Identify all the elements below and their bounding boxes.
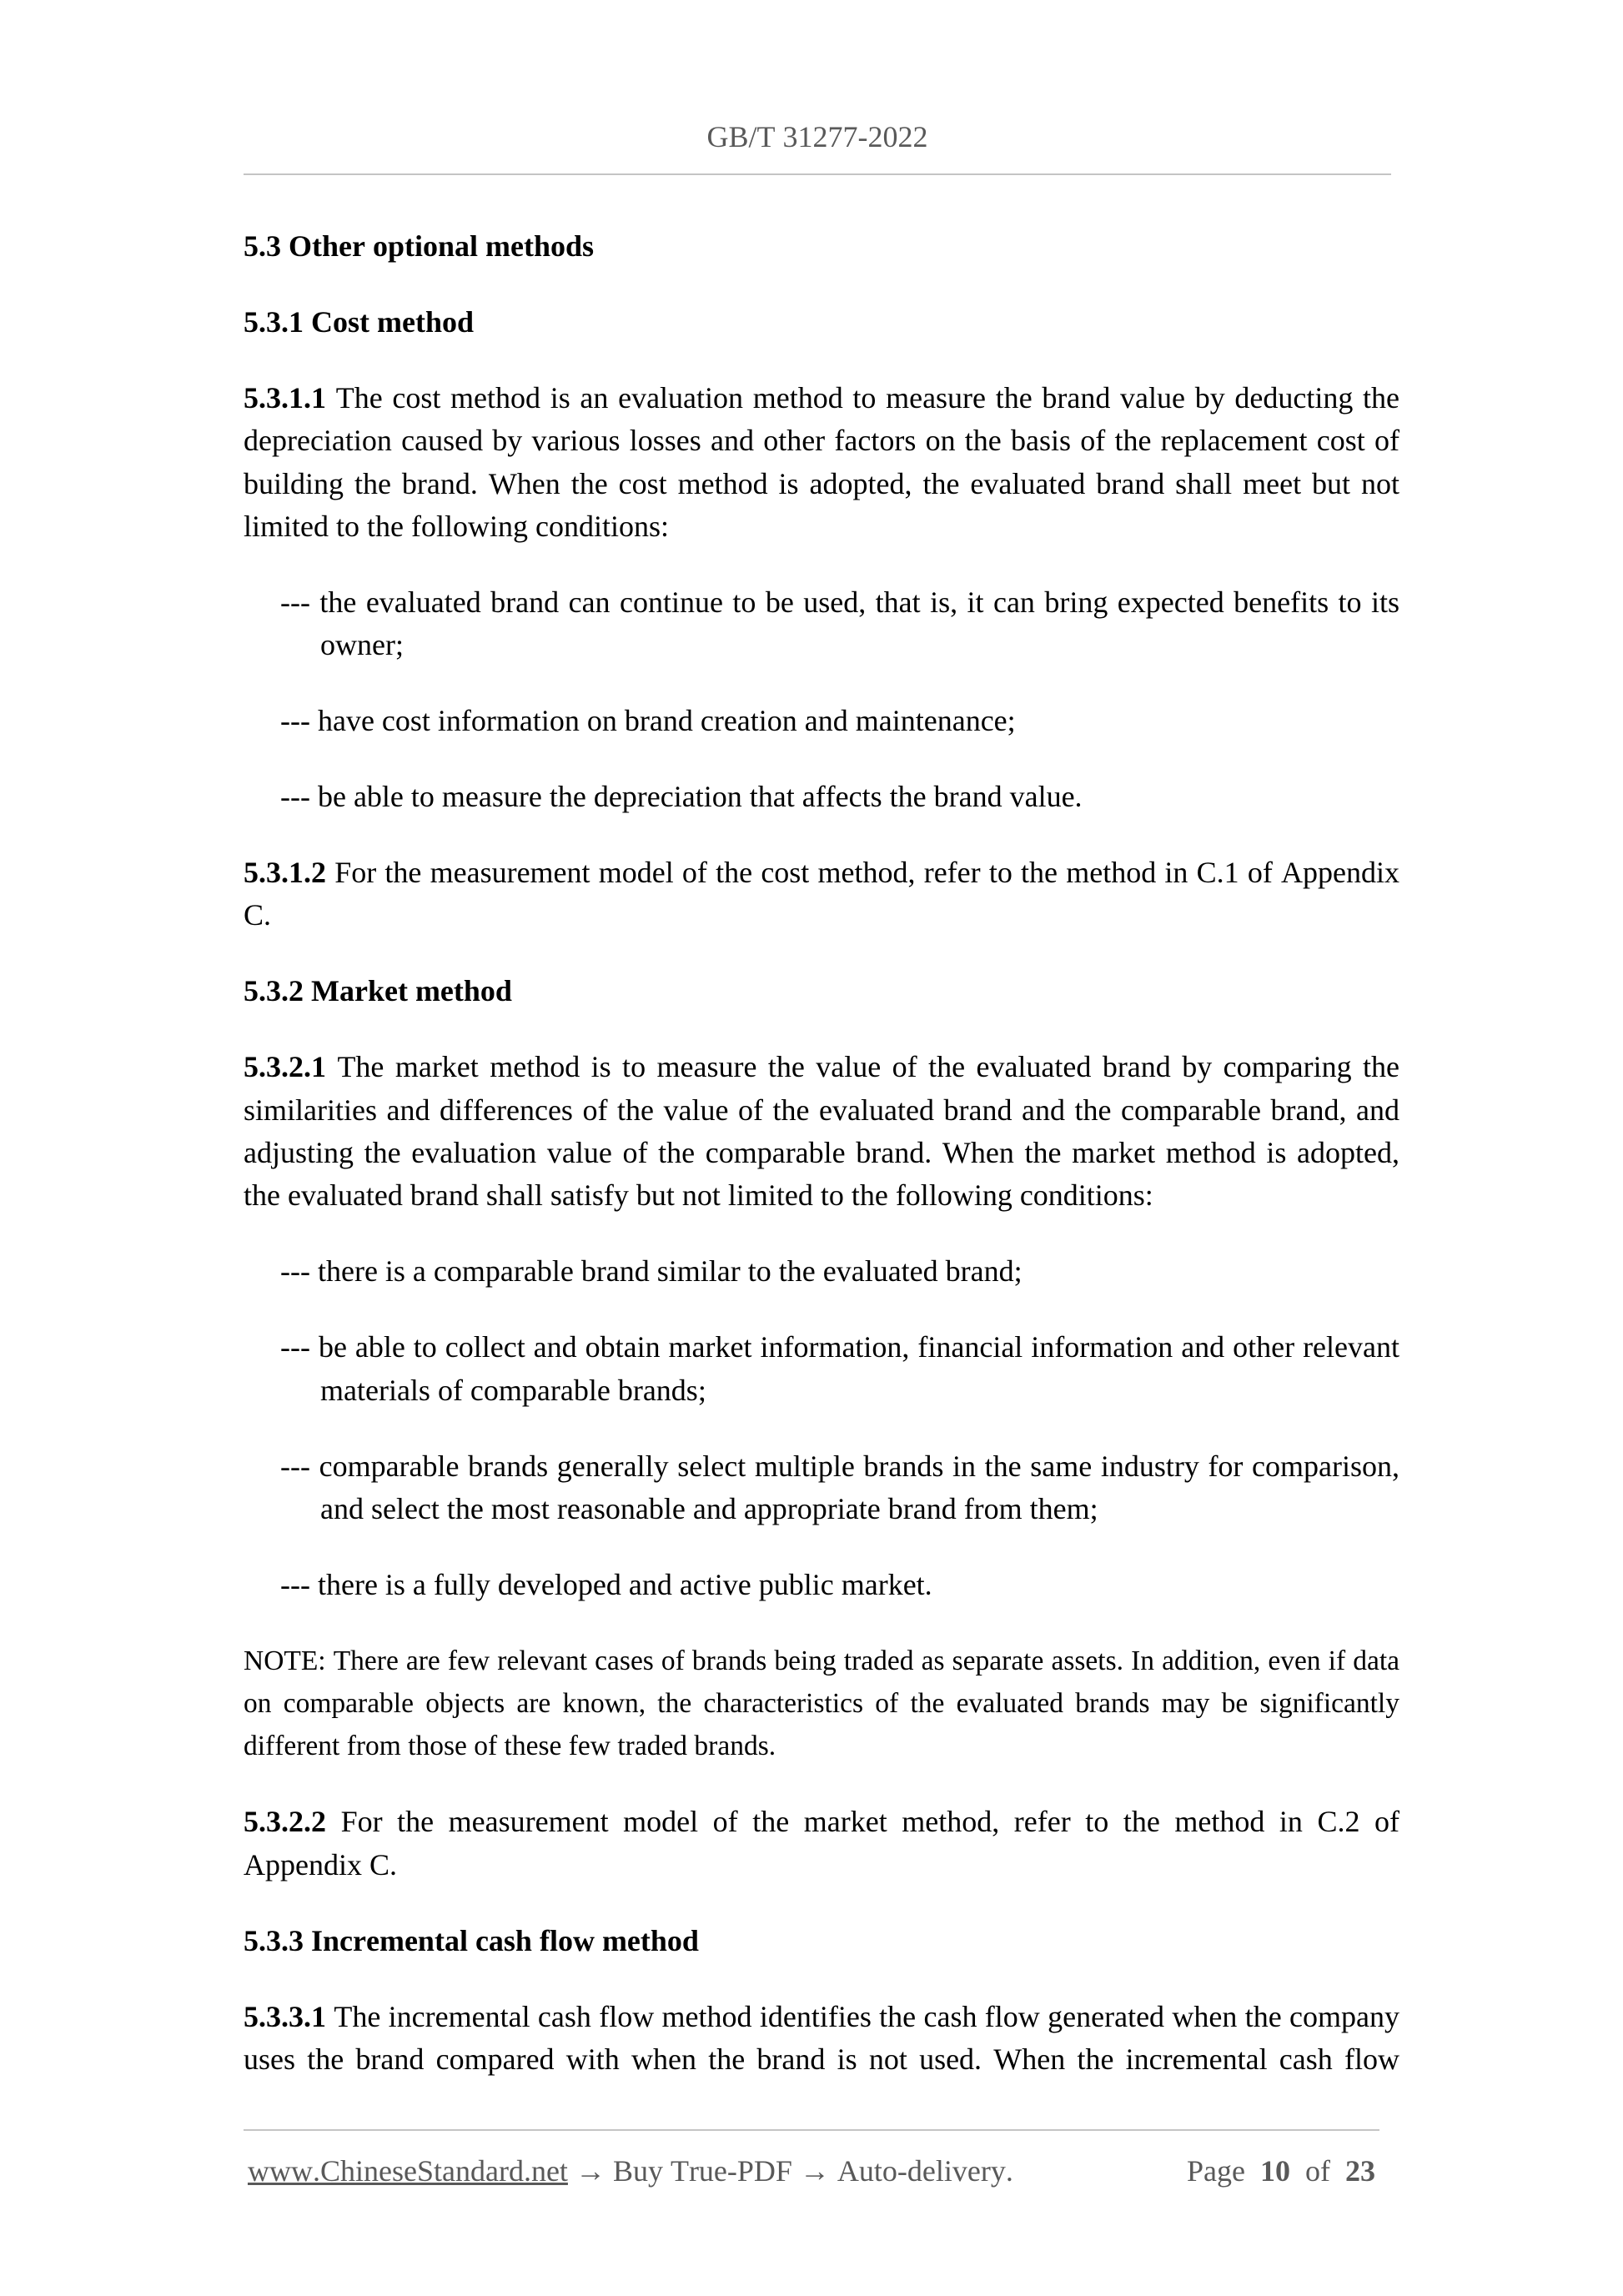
clause-text: The incremental cash flow method identifies the cash flow generated when the company uses the brand compared with when the brand is not used. When the incremental cash flow (244, 1999, 1399, 2076)
list-item (244, 1445, 1399, 1531)
section-heading-5-3-3: 5.3.3 Incremental cash flow method (244, 1923, 699, 1957)
market-method-conditions-list (244, 1250, 1399, 1606)
list-item-text: be able to collect and obtain market information, financial information and other relevant materials of comparable brands; (318, 1330, 1399, 1407)
note-paragraph: NOTE: There are few relevant cases of brands being traded as separate assets. In addition, even if data on comparable objects are known, the characteristics of the evaluated brands may be significantly different from those of these few traded brands. (244, 1645, 1399, 1762)
list-item (244, 776, 1399, 818)
list-item-text: the evaluated brand can continue to be used, that is, it can bring expected benefits to its owner; (319, 585, 1399, 662)
list-item (244, 581, 1399, 667)
cost-method-conditions-list (244, 581, 1399, 819)
page-of-label: of (1305, 2154, 1330, 2188)
clause-5-3-1-1 (244, 377, 1399, 548)
clause-text: For the measurement model of the market method, refer to the method in C.2 of Appendix C. (244, 1805, 1400, 1882)
clause-number: 5.3.2.2 (244, 1805, 326, 1839)
list-item-text: there is a fully developed and active public market. (317, 1567, 932, 1601)
clause-text: The cost method is an evaluation method to measure the brand value by deducting the depreciation caused by various losses and other factors on the basis of the replacement cost of building the brand. When the cost method is adopted, the evaluated brand shall meet but not limited to the following conditions: (244, 380, 1400, 543)
list-item-text: have cost information on brand creation and maintenance; (317, 704, 1016, 738)
clause-text: For the measurement model of the cost method, refer to the method in C.1 of Appendix C. (244, 856, 1400, 932)
current-page-number: 10 (1260, 2154, 1290, 2188)
page-header-doc-number: GB/T 31277-2022 (706, 120, 928, 153)
header-rule (244, 173, 1391, 175)
footer-promo (248, 2150, 1013, 2193)
total-pages-number: 23 (1345, 2154, 1375, 2188)
list-marker: --- (280, 1567, 310, 1601)
clause-number: 5.3.1.2 (244, 856, 326, 890)
list-item (244, 1250, 1399, 1293)
list-item-text: comparable brands generally select multiple brands in the same industry for comparison, and select the most reasonable and appropriate brand from them; (319, 1449, 1399, 1525)
list-marker: --- (280, 704, 310, 738)
list-marker: --- (280, 1330, 310, 1364)
clause-number: 5.3.1.1 (244, 380, 326, 414)
list-item-text: there is a comparable brand similar to the evaluated brand; (317, 1254, 1023, 1289)
list-item (244, 1326, 1399, 1412)
list-item (244, 1564, 1399, 1606)
page-footer (248, 2150, 1375, 2193)
clause-number: 5.3.3.1 (244, 1999, 326, 2033)
list-marker: --- (280, 1449, 310, 1483)
document-body (244, 225, 1399, 2114)
clause-5-3-2-1 (244, 1046, 1399, 1217)
section-heading-5-3: 5.3 Other optional methods (244, 229, 595, 263)
list-marker: --- (280, 1254, 310, 1289)
website-link[interactable]: www.ChineseStandard.net (248, 2154, 568, 2188)
clause-number: 5.3.2.1 (244, 1050, 326, 1084)
list-marker: --- (280, 585, 310, 619)
page-label: Page (1187, 2154, 1245, 2188)
purchase-promo-text: → Buy True-PDF → Auto-delivery. (575, 2154, 1013, 2188)
clause-text: The market method is to measure the value of the evaluated brand by comparing the similarities and differences of the value of the evaluated brand and the comparable brand, and adjusting the evaluation value of the comparable brand. When the market method is adopted, the evaluated brand shall satisfy but not limited to the following conditions: (244, 1050, 1400, 1213)
list-item (244, 700, 1399, 742)
page-indicator (1187, 2150, 1375, 2193)
clause-5-3-2-2 (244, 1801, 1399, 1887)
footer-rule (244, 2129, 1379, 2131)
list-item-text: be able to measure the depreciation that affects the brand value. (317, 780, 1083, 814)
clause-5-3-1-2 (244, 852, 1399, 937)
clause-5-3-3-1 (244, 1996, 1399, 2082)
section-heading-5-3-1: 5.3.1 Cost method (244, 304, 474, 339)
list-marker: --- (280, 780, 310, 814)
section-heading-5-3-2: 5.3.2 Market method (244, 974, 512, 1008)
